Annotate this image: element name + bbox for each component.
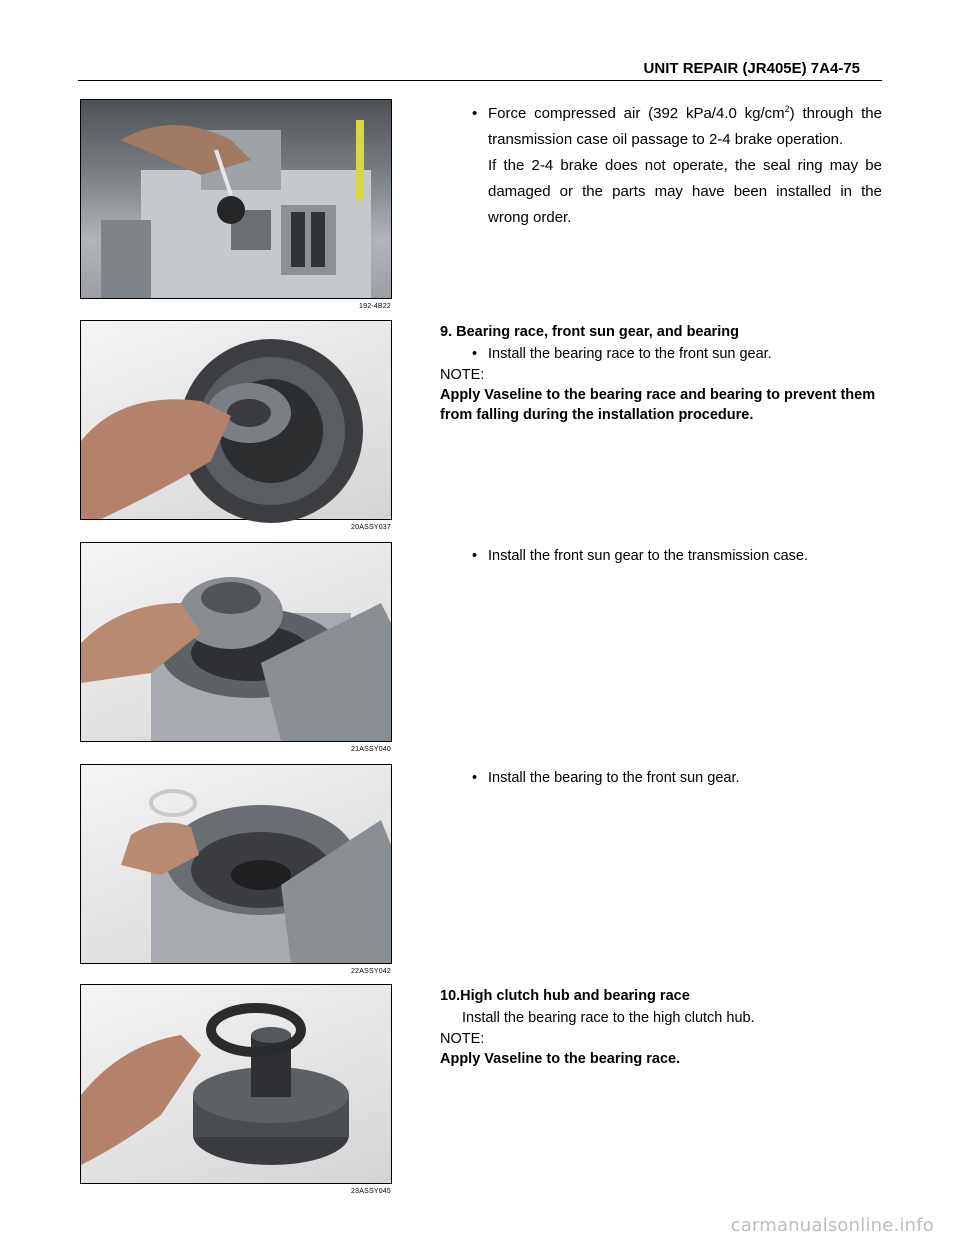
step-heading: 10.High clutch hub and bearing race [440, 988, 690, 1004]
page-header [78, 58, 882, 81]
bullet-dot: • [472, 346, 478, 362]
step-heading: 9. Bearing race, front sun gear, and bearing [440, 324, 739, 340]
watermark: carmanualsonline.info [730, 1215, 934, 1236]
photo-figure-4 [80, 764, 392, 975]
continuation-text: If the 2-4 brake does not operate, the seal ring may be damaged or the parts may have been installed in the wrong order. [488, 157, 882, 226]
bullet-dot: • [472, 548, 478, 564]
photo-label: 21ASSY040 [351, 746, 391, 753]
photo-figure-1 [80, 99, 392, 310]
note-label: NOTE: [440, 367, 485, 383]
note-text: Apply Vaseline to the bearing race. [440, 1051, 681, 1067]
photo-label: 192-4B22 [359, 303, 391, 310]
bullet-text: Install the front sun gear to the transmission case. [488, 548, 808, 564]
note-text: Apply Vaseline to the bearing race and bearing to prevent them from falling during the installation procedure. [440, 387, 876, 423]
photo-figure-2 [80, 320, 392, 531]
section-2-text [440, 321, 882, 425]
transmission-case-illustration [81, 543, 391, 741]
section-3-text [440, 543, 882, 567]
photo-high-clutch-hub [80, 984, 392, 1195]
bullet-text: Install the bearing race to the front sun gear. [488, 346, 772, 362]
section-1-text [440, 101, 882, 231]
bullet-text-part-1: Force compressed air (392 kPa/4.0 kg/cm [488, 105, 785, 122]
note-label: NOTE: [440, 1031, 485, 1047]
page-title: UNIT REPAIR (JR405E) 7A4-75 [643, 60, 860, 77]
bullet-item [440, 343, 882, 365]
photo-compressed-air-test [80, 99, 392, 310]
section-4-text [440, 765, 882, 789]
photo-label: 22ASSY042 [351, 968, 391, 975]
bullet-text-part-2: ) through the transmission case oil passage to 2-4 brake operation. [488, 105, 882, 148]
bullet-dot: • [472, 770, 478, 786]
bullet-item [440, 767, 882, 789]
bullet-text: Install the bearing to the front sun gear. [488, 770, 740, 786]
bullet-item [440, 101, 882, 153]
photo-label: 23ASSY045 [351, 1188, 391, 1195]
bullet-item [440, 545, 882, 567]
photo-bearing-race [80, 320, 392, 531]
photo-bearing-install [80, 764, 392, 975]
photo-label: 20ASSY037 [351, 524, 391, 531]
photo-figure-5 [80, 984, 392, 1195]
transmission-case-illustration [81, 100, 391, 298]
superscript: 2 [784, 104, 790, 114]
transmission-case-illustration [81, 765, 391, 963]
bullet-dot: • [472, 105, 478, 122]
plain-text: Install the bearing race to the high clutch hub. [462, 1010, 755, 1026]
clutch-hub-illustration [81, 985, 391, 1183]
section-5-text [440, 985, 882, 1069]
photo-figure-3 [80, 542, 392, 753]
photo-front-sun-gear-install [80, 542, 392, 753]
sun-gear-illustration [81, 321, 391, 519]
